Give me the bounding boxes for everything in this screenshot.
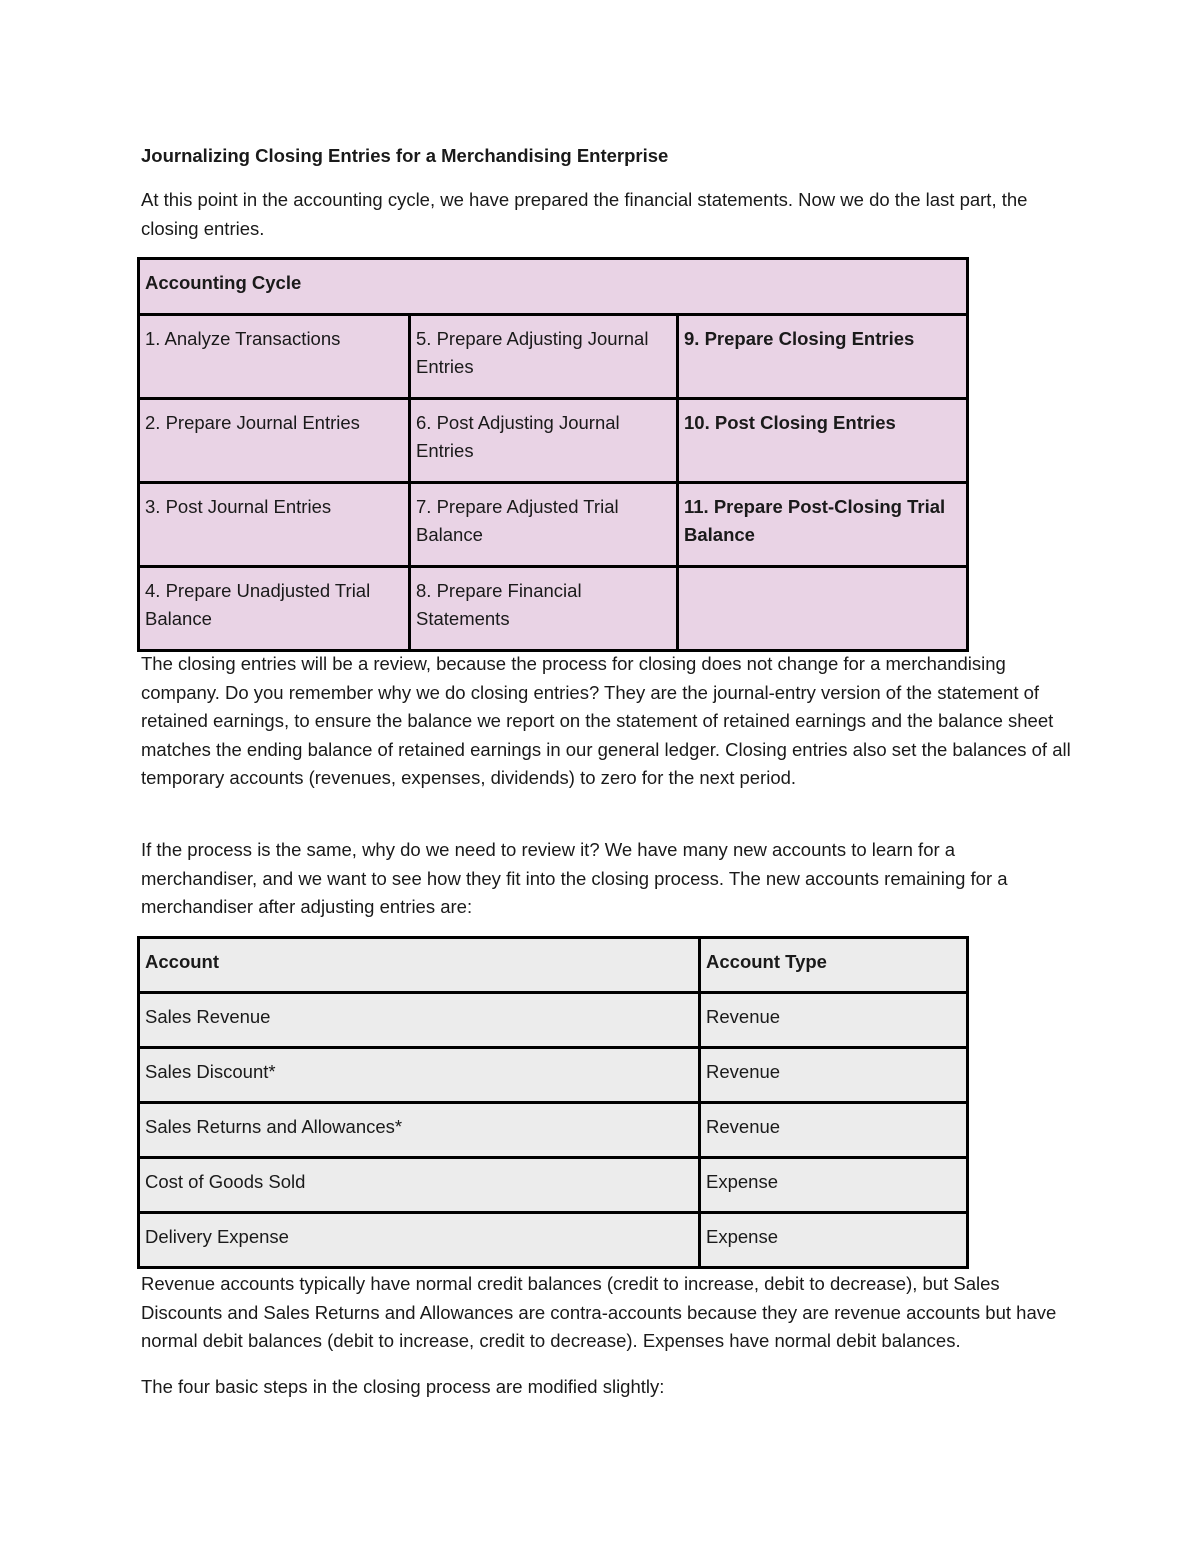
cycle-step-6: 6. Post Adjusting Journal Entries — [410, 399, 678, 483]
cycle-step-5: 5. Prepare Adjusting Journal Entries — [410, 315, 678, 399]
account-type: Expense — [700, 1213, 968, 1268]
account-name: Cost of Goods Sold — [139, 1158, 700, 1213]
cycle-step-10: 10. Post Closing Entries — [678, 399, 968, 483]
review-paragraph: The closing entries will be a review, because the process for closing does not change for a merchandising company. Do you remember why we do closing entries? They are the journal-entry version of the statement of retained earnings, to ensure the balance we report on the statement of retained earnings and the balance sheet matches the ending balance of retained earnings in our general ledger. Closing entries also set the balances of all temporary accounts (revenues, expenses, dividends) to zero for the next period. — [141, 653, 1071, 789]
account-name: Delivery Expense — [139, 1213, 700, 1268]
cycle-step-3: 3. Post Journal Entries — [139, 483, 410, 567]
cycle-step-2: 2. Prepare Journal Entries — [139, 399, 410, 483]
account-name: Sales Returns and Allowances* — [139, 1103, 700, 1158]
accounting-cycle-table — [137, 257, 969, 652]
accounts-table — [137, 936, 969, 1269]
cycle-step-1: 1. Analyze Transactions — [139, 315, 410, 399]
table-row — [139, 993, 968, 1048]
cycle-step-9: 9. Prepare Closing Entries — [678, 315, 968, 399]
closing-steps-paragraph: The four basic steps in the closing process are modified slightly: — [141, 1376, 665, 1397]
page-title: Journalizing Closing Entries for a Merchandising Enterprise — [141, 145, 669, 166]
account-name: Sales Discount* — [139, 1048, 700, 1103]
accounts-header-account: Account — [139, 938, 700, 993]
cycle-step-7: 7. Prepare Adjusted Trial Balance — [410, 483, 678, 567]
table-row — [139, 1048, 968, 1103]
contra-accounts-paragraph: Revenue accounts typically have normal credit balances (credit to increase, debit to decrease), but Sales Discounts and Sales Returns and Allowances are contra-accounts because they are revenue accounts but have normal debit balances (debit to increase, credit to decrease). Expenses have normal debit balances. — [141, 1273, 1057, 1352]
account-type: Expense — [700, 1158, 968, 1213]
cycle-step-4: 4. Prepare Unadjusted Trial Balance — [139, 567, 410, 651]
cycle-step-8: 8. Prepare Financial Statements — [410, 567, 678, 651]
account-type: Revenue — [700, 1103, 968, 1158]
cycle-step-11: 11. Prepare Post-Closing Trial Balance — [678, 483, 968, 567]
account-name: Sales Revenue — [139, 993, 700, 1048]
table-row — [139, 1213, 968, 1268]
account-type: Revenue — [700, 1048, 968, 1103]
accounts-header-type: Account Type — [700, 938, 968, 993]
intro-paragraph: At this point in the accounting cycle, we have prepared the financial statements. Now we do the last part, the closing entries. — [141, 189, 1028, 239]
table-row — [139, 1103, 968, 1158]
table-row — [139, 1158, 968, 1213]
account-type: Revenue — [700, 993, 968, 1048]
cycle-empty-cell — [678, 567, 968, 651]
accounting-cycle-header: Accounting Cycle — [139, 259, 968, 315]
new-accounts-paragraph: If the process is the same, why do we need to review it? We have many new accounts to learn for a merchandiser, and we want to see how they fit into the closing process. The new accounts remaining for a merchandiser after adjusting entries are: — [141, 839, 1008, 918]
